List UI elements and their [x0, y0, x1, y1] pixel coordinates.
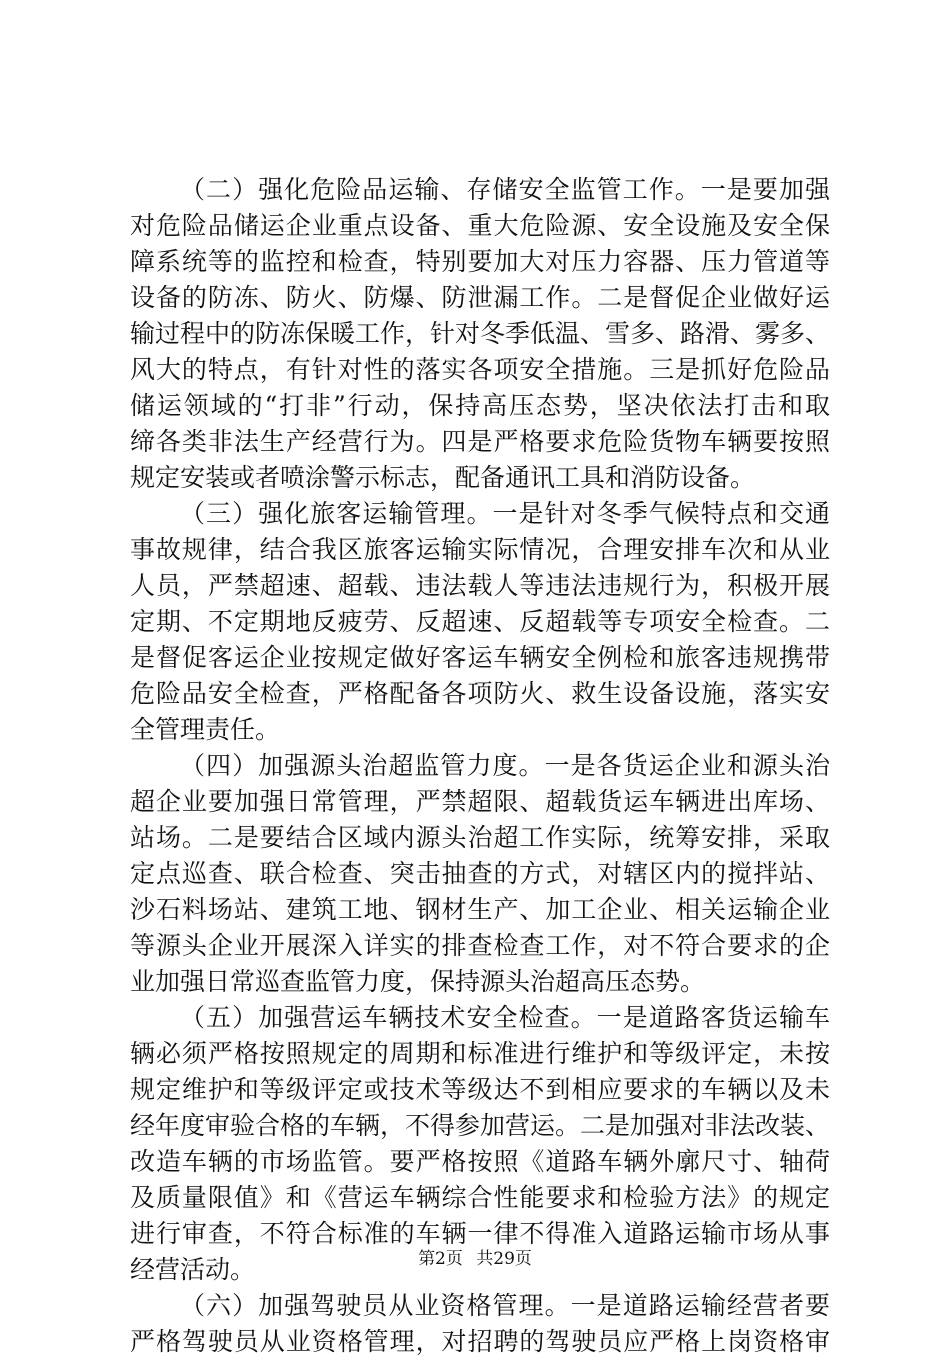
text-line: 经营活动。: [130, 1255, 256, 1284]
page-total: 共29页: [476, 1249, 532, 1269]
text-line: 严格驾驶员从业资格管理，对招聘的驾驶员应严格上岗资格审: [130, 1327, 830, 1356]
page-footer: [0, 1244, 950, 1269]
text-line: 等源头企业开展深入详实的排查检查工作，对不符合要求的企: [130, 931, 830, 960]
text-line: （四）加强源头治超监管力度。一是各货运企业和源头治: [180, 751, 830, 780]
text-line: 经年度审验合格的车辆，不得参加营运。二是加强对非法改装、: [130, 1111, 831, 1140]
text-line: 及质量限值》和《营运车辆综合性能要求和检验方法》的规定: [130, 1183, 830, 1212]
text-line: 改造车辆的市场监管。要严格按照《道路车辆外廓尺寸、轴荷: [130, 1147, 830, 1176]
text-line: 人员，严禁超速、超载、违法载人等违法违规行为，积极开展: [130, 571, 830, 600]
text-line: 风大的特点，有针对性的落实各项安全措施。三是抓好危险品: [130, 355, 830, 384]
text-line: 定期、不定期地反疲劳、反超速、反超载等专项安全检查。二: [130, 607, 830, 636]
text-line: 全管理责任。: [130, 715, 281, 744]
text-line: 输过程中的防冻保暖工作，针对冬季低温、雪多、路滑、雾多、: [130, 319, 831, 348]
text-line: 定点巡查、联合检查、突击抽查的方式，对辖区内的搅拌站、: [130, 859, 830, 888]
text-line: 储运领域的“打非”行动，保持高压态势，坚决依法打击和取: [130, 391, 830, 420]
text-line: 沙石料场站、建筑工地、钢材生产、加工企业、相关运输企业: [130, 895, 830, 924]
text-line: 业加强日常巡查监管力度，保持源头治超高压态势。: [130, 967, 706, 996]
text-line: （五）加强营运车辆技术安全检查。一是道路客货运输车: [180, 1003, 830, 1032]
text-line: （六）加强驾驶员从业资格管理。一是道路运输经营者要: [180, 1291, 830, 1320]
text-line: 站场。二是要结合区域内源头治超工作实际，统筹安排，采取: [130, 823, 830, 852]
text-line: 设备的防冻、防火、防爆、防泄漏工作。二是督促企业做好运: [130, 283, 830, 312]
text-line: 危险品安全检查，严格配备各项防火、救生设备设施，落实安: [130, 679, 830, 708]
text-line: 超企业要加强日常管理，严禁超限、超载货运车辆进出库场、: [130, 787, 830, 816]
text-line: 是督促客运企业按规定做好客运车辆安全例检和旅客违规携带: [130, 643, 830, 672]
text-line: 缔各类非法生产经营行为。四是严格要求危险货物车辆要按照: [130, 427, 830, 456]
text-line: 进行审查，不符合标准的车辆一律不得准入道路运输市场从事: [130, 1219, 830, 1248]
text-line: 规定安装或者喷涂警示标志，配备通讯工具和消防设备。: [130, 463, 756, 492]
text-line: 对危险品储运企业重点设备、重大危险源、安全设施及安全保: [130, 211, 830, 240]
text-line: 辆必须严格按照规定的周期和标准进行维护和等级评定，未按: [130, 1039, 830, 1068]
page-number: 第2页: [418, 1249, 463, 1269]
text-line: 事故规律，结合我区旅客运输实际情况，合理安排车次和从业: [130, 535, 830, 564]
text-line: 规定维护和等级评定或技术等级达不到相应要求的车辆以及未: [130, 1075, 830, 1104]
text-line: （三）强化旅客运输管理。一是针对冬季气候特点和交通: [180, 499, 830, 528]
text-line: （二）强化危险品运输、存储安全监管工作。一是要加强: [180, 175, 830, 204]
document-body: [130, 172, 830, 1360]
text-line: 障系统等的监控和检查，特别要加大对压力容器、压力管道等: [130, 247, 830, 276]
